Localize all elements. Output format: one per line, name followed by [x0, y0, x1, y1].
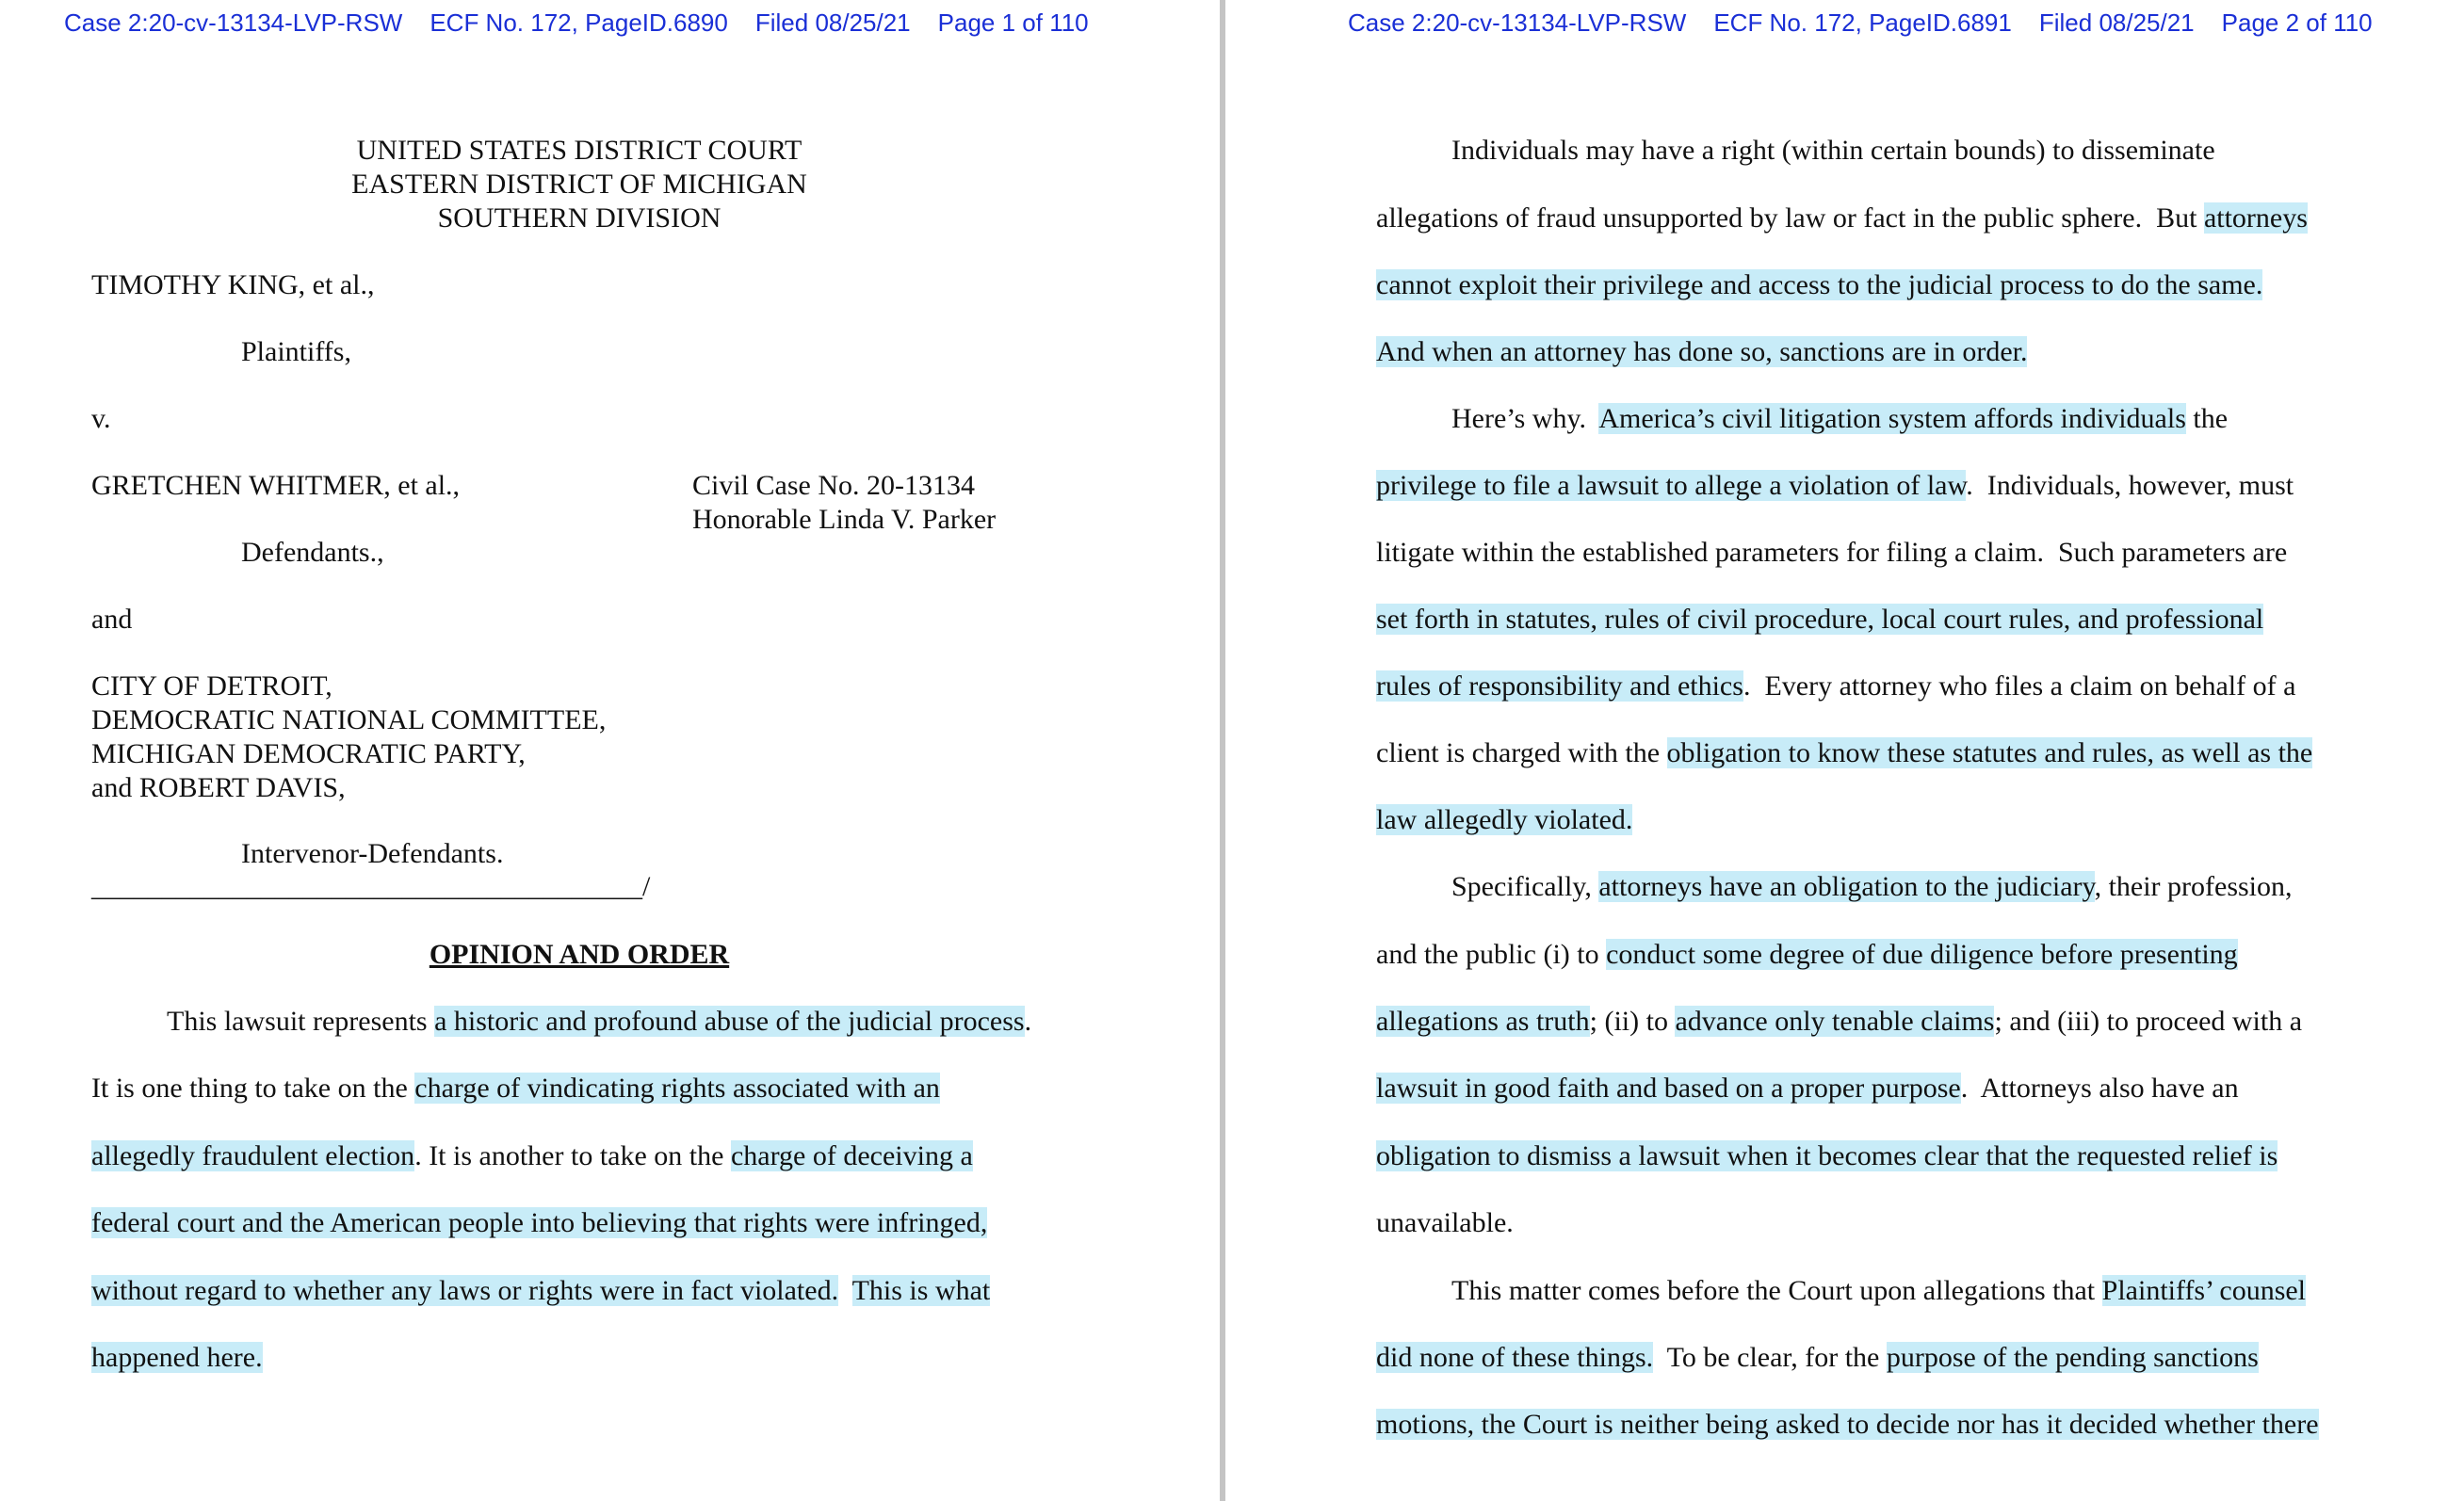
intervenor-line: DEMOCRATIC NATIONAL COMMITTEE,: [91, 704, 607, 735]
highlighted-text: set forth in statutes, rules of civil procedure, local court rules, and professional: [1376, 604, 2264, 635]
body-line: [1451, 134, 2215, 168]
body-text: client is charged with the: [1376, 737, 1667, 768]
court-heading: [0, 134, 1159, 235]
highlighted-text: allegedly fraudulent election: [91, 1140, 415, 1171]
highlighted-text: attorneys have an obligation to the judiciary: [1598, 871, 2095, 902]
highlighted-text: law allegedly violated.: [1376, 804, 1633, 835]
body-text: .: [1024, 1006, 1032, 1037]
body-text: allegations of fraud unsupported by law or fact in the public sphere. But: [1376, 202, 2204, 234]
body-text: Here’s why.: [1451, 403, 1599, 434]
body-line: [1376, 469, 2294, 503]
body-line: [1376, 1341, 2259, 1375]
body-text: To be clear, for the: [1653, 1342, 1887, 1373]
body-line: [1451, 870, 2293, 904]
body-line: [1376, 1005, 2302, 1039]
body-text: . Every attorney who files a claim on behalf of a: [1743, 670, 2296, 702]
body-text: ; and (iii) to proceed with a: [1994, 1006, 2303, 1037]
highlighted-text: cannot exploit their privilege and access to the judicial process to do the same.: [1376, 269, 2263, 300]
defendants-label: Defendants.,: [241, 537, 384, 568]
body-text: Individuals may have a right (within certain bounds) to disseminate: [1451, 135, 2215, 166]
body-text: ; (ii) to: [1589, 1006, 1676, 1037]
stamp-filed: Filed 08/25/21: [754, 8, 911, 37]
body-text: the: [2185, 403, 2229, 434]
ecf-header-stamp: [64, 6, 1116, 40]
body-line: [1376, 736, 2312, 770]
intervenor-list: [91, 670, 606, 805]
highlighted-text: privilege to file a lawsuit to allege a violation of law: [1376, 470, 1967, 501]
body-line: [1451, 1274, 2306, 1308]
highlighted-text: motions, the Court is neither being asked to decide nor has it decided whether there: [1376, 1409, 2319, 1440]
intervenor-line: and ROBERT DAVIS,: [91, 772, 346, 803]
body-line: [1376, 603, 2263, 637]
highlighted-text: did none of these things.: [1376, 1342, 1654, 1373]
highlighted-text: advance only tenable claims: [1675, 1006, 1995, 1037]
body-line: [1376, 335, 2027, 369]
body-line: [1376, 1139, 2278, 1173]
stamp-filed: Filed 08/25/21: [2038, 8, 2195, 37]
highlighted-text: happened here.: [91, 1342, 263, 1373]
highlighted-text: rules of responsibility and ethics: [1376, 670, 1743, 702]
highlighted-text: obligation to know these statutes and rules, as well as the: [1666, 737, 2313, 768]
court-line: EASTERN DISTRICT OF MICHIGAN: [351, 169, 807, 200]
highlighted-text: Plaintiffs’ counsel: [2101, 1275, 2307, 1306]
pdf-page-2: [1225, 0, 2464, 1501]
body-text: litigate within the established parameters for filing a claim. Such parameters are: [1376, 537, 2288, 568]
body-line: [1376, 938, 2238, 972]
body-line: [1376, 1072, 2239, 1106]
body-line: [91, 1274, 990, 1308]
stamp-case-number: Case 2:20-cv-13134-LVP-RSW: [1348, 8, 1687, 37]
stamp-page: Page 2 of 110: [2221, 8, 2373, 37]
body-text: Specifically,: [1451, 871, 1599, 902]
highlighted-text: a historic and profound abuse of the judicial process: [434, 1006, 1025, 1037]
body-line: [91, 1139, 973, 1173]
plaintiffs-label: Plaintiffs,: [241, 336, 351, 367]
body-line: [1376, 268, 2262, 302]
stamp-ecf: ECF No. 172, PageID.6891: [1713, 8, 2012, 37]
highlighted-text: America’s civil litigation system affords individuals: [1598, 403, 2186, 434]
body-text: This matter comes before the Court upon allegations that: [1451, 1275, 2102, 1306]
versus: v.: [91, 403, 111, 434]
body-line: [1376, 1408, 2319, 1442]
highlighted-text: allegations as truth: [1376, 1006, 1590, 1037]
stamp-page: Page 1 of 110: [937, 8, 1089, 37]
highlighted-text: purpose of the pending sanctions: [1886, 1342, 2259, 1373]
court-line: UNITED STATES DISTRICT COURT: [356, 135, 802, 166]
intervenor-line: CITY OF DETROIT,: [91, 670, 332, 702]
judge-name: Honorable Linda V. Parker: [692, 504, 997, 535]
body-line: [91, 1206, 987, 1240]
intervenor-line: MICHIGAN DEMOCRATIC PARTY,: [91, 738, 526, 769]
body-line: [1376, 1206, 1514, 1240]
body-text: , their profession,: [2094, 871, 2293, 902]
body-text: . Attorneys also have an: [1960, 1073, 2239, 1104]
body-text: It is one thing to take on the: [91, 1073, 415, 1104]
highlighted-text: charge of deceiving a: [730, 1140, 973, 1171]
body-line: [1376, 536, 2287, 570]
highlighted-text: charge of vindicating rights associated with an: [414, 1073, 940, 1104]
body-text: . Individuals, however, must: [1966, 470, 2294, 501]
document-title: OPINION AND ORDER: [429, 939, 730, 970]
ecf-header-stamp: [1348, 6, 2400, 40]
highlighted-text: federal court and the American people into believing that rights were infringed,: [91, 1207, 988, 1238]
body-line: [1376, 670, 2295, 703]
highlighted-text: And when an attorney has done so, sanctions are in order.: [1376, 336, 2028, 367]
defendant-name: GRETCHEN WHITMER, et al.,: [91, 470, 461, 501]
body-line: [1451, 402, 2228, 436]
court-line: SOUTHERN DIVISION: [437, 202, 721, 234]
pdf-page-1: [0, 0, 1220, 1501]
body-line: [1376, 202, 2308, 235]
body-text: . It is another to take on the: [414, 1140, 731, 1171]
body-line: [91, 1072, 940, 1106]
and-label: and: [91, 604, 133, 635]
highlighted-text: lawsuit in good faith and based on a proper purpose: [1376, 1073, 1961, 1104]
body-text: This lawsuit represents: [167, 1006, 435, 1037]
intervenor-label: Intervenor-Defendants.: [241, 838, 504, 869]
highlighted-text: without regard to whether any laws or rights were in fact violated.: [91, 1275, 839, 1306]
highlighted-text: conduct some degree of due diligence before presenting: [1606, 939, 2238, 970]
stamp-case-number: Case 2:20-cv-13134-LVP-RSW: [64, 8, 403, 37]
case-number: Civil Case No. 20-13134: [692, 470, 975, 501]
body-line: [167, 1005, 1031, 1039]
highlighted-text: attorneys: [2203, 202, 2308, 234]
body-line: [91, 1341, 263, 1375]
body-line: [1376, 803, 1632, 837]
plaintiff-name: TIMOTHY KING, et al.,: [91, 269, 375, 300]
highlighted-text: This is what: [851, 1275, 991, 1306]
stamp-ecf: ECF No. 172, PageID.6890: [430, 8, 728, 37]
body-text: and the public (i) to: [1376, 939, 1607, 970]
body-text: unavailable.: [1376, 1207, 1514, 1238]
body-text: [838, 1275, 851, 1306]
highlighted-text: obligation to dismiss a lawsuit when it becomes clear that the requested relief is: [1376, 1140, 2278, 1171]
caption-signature-line: _______________________________________/: [91, 871, 651, 902]
